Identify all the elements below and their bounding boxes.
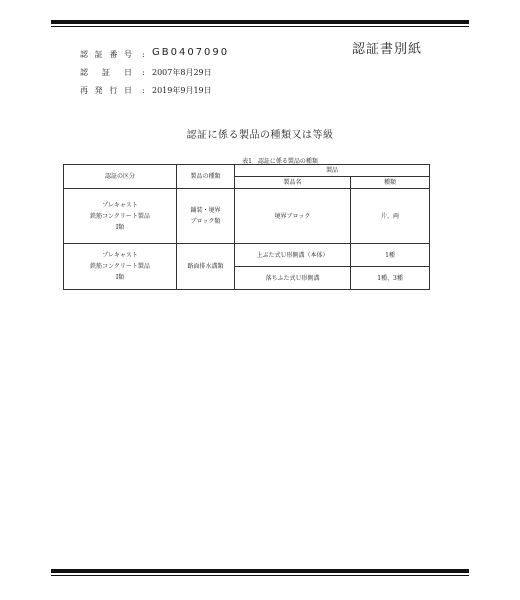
label-char: 再 bbox=[80, 86, 88, 95]
certificate-number-row bbox=[80, 47, 230, 60]
certificate-number-label bbox=[80, 50, 132, 60]
label-char: 発 bbox=[94, 86, 103, 95]
bottom-rule-thin bbox=[51, 575, 469, 576]
product-table bbox=[63, 164, 430, 290]
reissue-date-row bbox=[80, 86, 212, 96]
label-char: 認 bbox=[80, 50, 88, 59]
top-rule-thick bbox=[51, 20, 469, 24]
section-title: 認証に係る製品の種類又は等級 bbox=[186, 130, 334, 141]
document-label: 認証書別紙 bbox=[352, 42, 423, 57]
cell-product-name: 落ちふた式Ｕ形側溝 bbox=[235, 267, 351, 290]
cell-category bbox=[64, 189, 177, 244]
cell-product-type bbox=[177, 189, 235, 244]
separator: : bbox=[142, 86, 145, 95]
reissue-date-value: 2019年9月19日 bbox=[152, 86, 212, 95]
table-header-row bbox=[64, 165, 430, 177]
label-char: 認 bbox=[80, 68, 88, 77]
cell-line: 鉄筋コンクリート製品 bbox=[90, 263, 150, 270]
table-caption: 表1 認証に係る製品の種類 bbox=[242, 158, 318, 165]
certification-date-value: 2007年8月29日 bbox=[152, 68, 212, 77]
separator: : bbox=[142, 50, 145, 59]
cell-kind: 1種 bbox=[351, 244, 430, 267]
cell-line: ブロック類 bbox=[190, 218, 221, 225]
label-char: 日 bbox=[124, 68, 132, 77]
label-char: 番 bbox=[109, 50, 118, 59]
cell-line: 鋪装・境界 bbox=[190, 207, 221, 214]
table-row bbox=[64, 189, 430, 244]
label-char: 証 bbox=[102, 68, 110, 77]
cell-category bbox=[64, 244, 177, 290]
cell-product-type: 路面排水溝類 bbox=[177, 244, 235, 290]
cell-line: Ⅰ類 bbox=[115, 274, 125, 281]
header-product-type: 製品の種類 bbox=[177, 165, 235, 189]
certificate-number-value: GB0407090 bbox=[152, 47, 230, 58]
label-char: 行 bbox=[109, 86, 118, 95]
header-product-group: 製品 bbox=[235, 165, 430, 177]
header-category: 認証の区分 bbox=[64, 165, 177, 189]
top-rule-thin bbox=[51, 26, 469, 27]
label-char: 日 bbox=[123, 86, 132, 95]
certification-date-row bbox=[80, 68, 212, 78]
header-kind: 種類 bbox=[351, 177, 430, 189]
cell-line: Ⅰ類 bbox=[115, 223, 125, 231]
label-char: 号 bbox=[123, 50, 132, 59]
cell-kind: 1種、3種 bbox=[351, 267, 430, 290]
cell-line: 鉄筋コンクリート製品 bbox=[90, 212, 150, 220]
cell-line: プレキャスト bbox=[102, 201, 138, 209]
certification-date-label bbox=[80, 68, 132, 78]
reissue-date-label bbox=[80, 86, 132, 96]
cell-product-name: 境界ブロック bbox=[235, 189, 351, 244]
table-row bbox=[64, 244, 430, 267]
cell-line: プレキャスト bbox=[102, 252, 138, 259]
label-char: 証 bbox=[94, 50, 103, 59]
header-product-name: 製品名 bbox=[235, 177, 351, 189]
separator: : bbox=[142, 68, 145, 77]
cell-kind: 片、両 bbox=[351, 189, 430, 244]
bottom-rule-thick bbox=[51, 569, 469, 573]
cell-product-name: 上ぶた式Ｕ形側溝（本体） bbox=[235, 244, 351, 267]
